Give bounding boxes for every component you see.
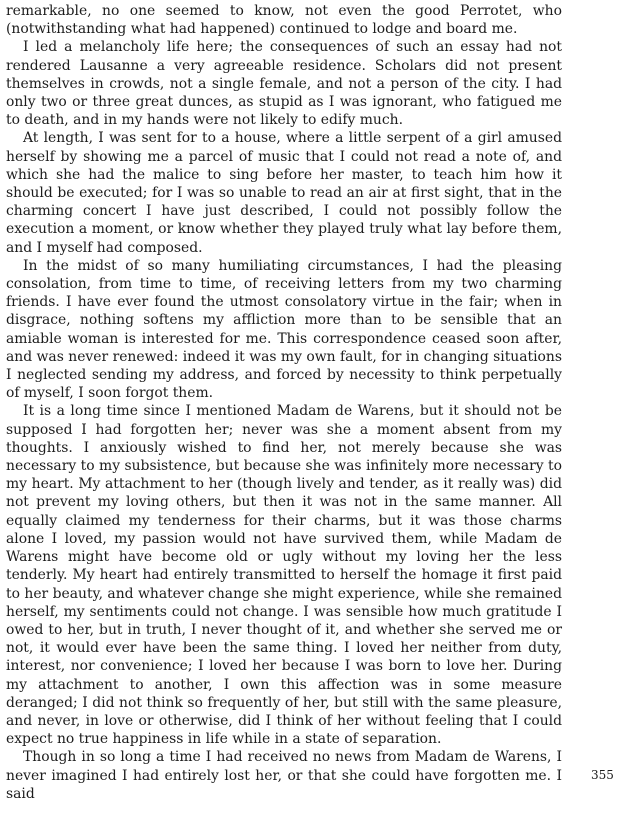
paragraph-3: At length, I was sent for to a house, where a little serpent of a girl amused herself by showing me a parcel of music that I could not read a note of, and which she had the malice to sing before her master, to teach him how it should be executed; for I was so unable to read an air at first sight, that in the charming concert I have just described, I could not possibly follow the execution a moment, or know whether they played truly what lay before them, and I myself had composed. (6, 130, 562, 256)
page-body (6, 2, 562, 803)
paragraph-4: In the midst of so many humiliating circumstances, I had the pleasing consolation, from time to time, of receiving letters from my two charming friends. I have ever found the utmost consolatory virtue in the fair; when in disgrace, nothing softens my affliction more than to be sensible that an amiable woman is interested for me. This correspondence ceased soon after, and was never renewed: indeed it was my own fault, for in changing situations I neglected sending my address, and forced by necessity to think perpetually of myself, I soon forgot them. (6, 257, 562, 402)
page-number: 355 (591, 768, 614, 782)
paragraph-2: I led a melancholy life here; the consequences of such an essay had not rendered Lausanne a very agreeable residence. Scholars did not present themselves in crowds, not a single female, and not a person of the city. I had only two or three great dunces, as stupid as I was ignorant, who fatigued me to death, and in my hands were not likely to edify much. (6, 39, 562, 129)
paragraph-1: remarkable, no one seemed to know, not even the good Perrotet, who (notwithstanding what had happened) continued to lodge and board me. (6, 3, 562, 38)
paragraph-5: It is a long time since I mentioned Madam de Warens, but it should not be supposed I had forgotten her; never was she a moment absent from my thoughts. I anxiously wished to find her, not merely because she was necessary to my subsistence, but because she was infinitely more necessary to my heart. My attachment to her (though lively and tender, as it really was) did not prevent my loving others, but then it was not in the same manner. All equally claimed my tenderness for their charms, but it was those charms alone I loved, my passion would not have survived them, while Madam de Warens might have become old or ugly without my loving her the less tenderly. My heart had entirely transmitted to herself the homage it first paid to her beauty, and whatever change she might experience, while she remained herself, my sentiments could not change. I was sensible how much gratitude I owed to her, but in truth, I never thought of it, and whether she served me or not, it would ever have been the same thing. I loved her neither from duty, interest, nor convenience; I loved her because I was born to love her. During my attachment to another, I own this affection was in some measure deranged; I did not think so frequently of her, but still with the same pleasure, and never, in love or otherwise, did I think of her without feeling that I could expect no true happiness in life while in a state of separation. (6, 403, 562, 748)
paragraph-6: Though in so long a time I had received no news from Madam de Warens, I never imagined I had entirely lost her, or that she could have forgotten me. I said (6, 749, 562, 802)
